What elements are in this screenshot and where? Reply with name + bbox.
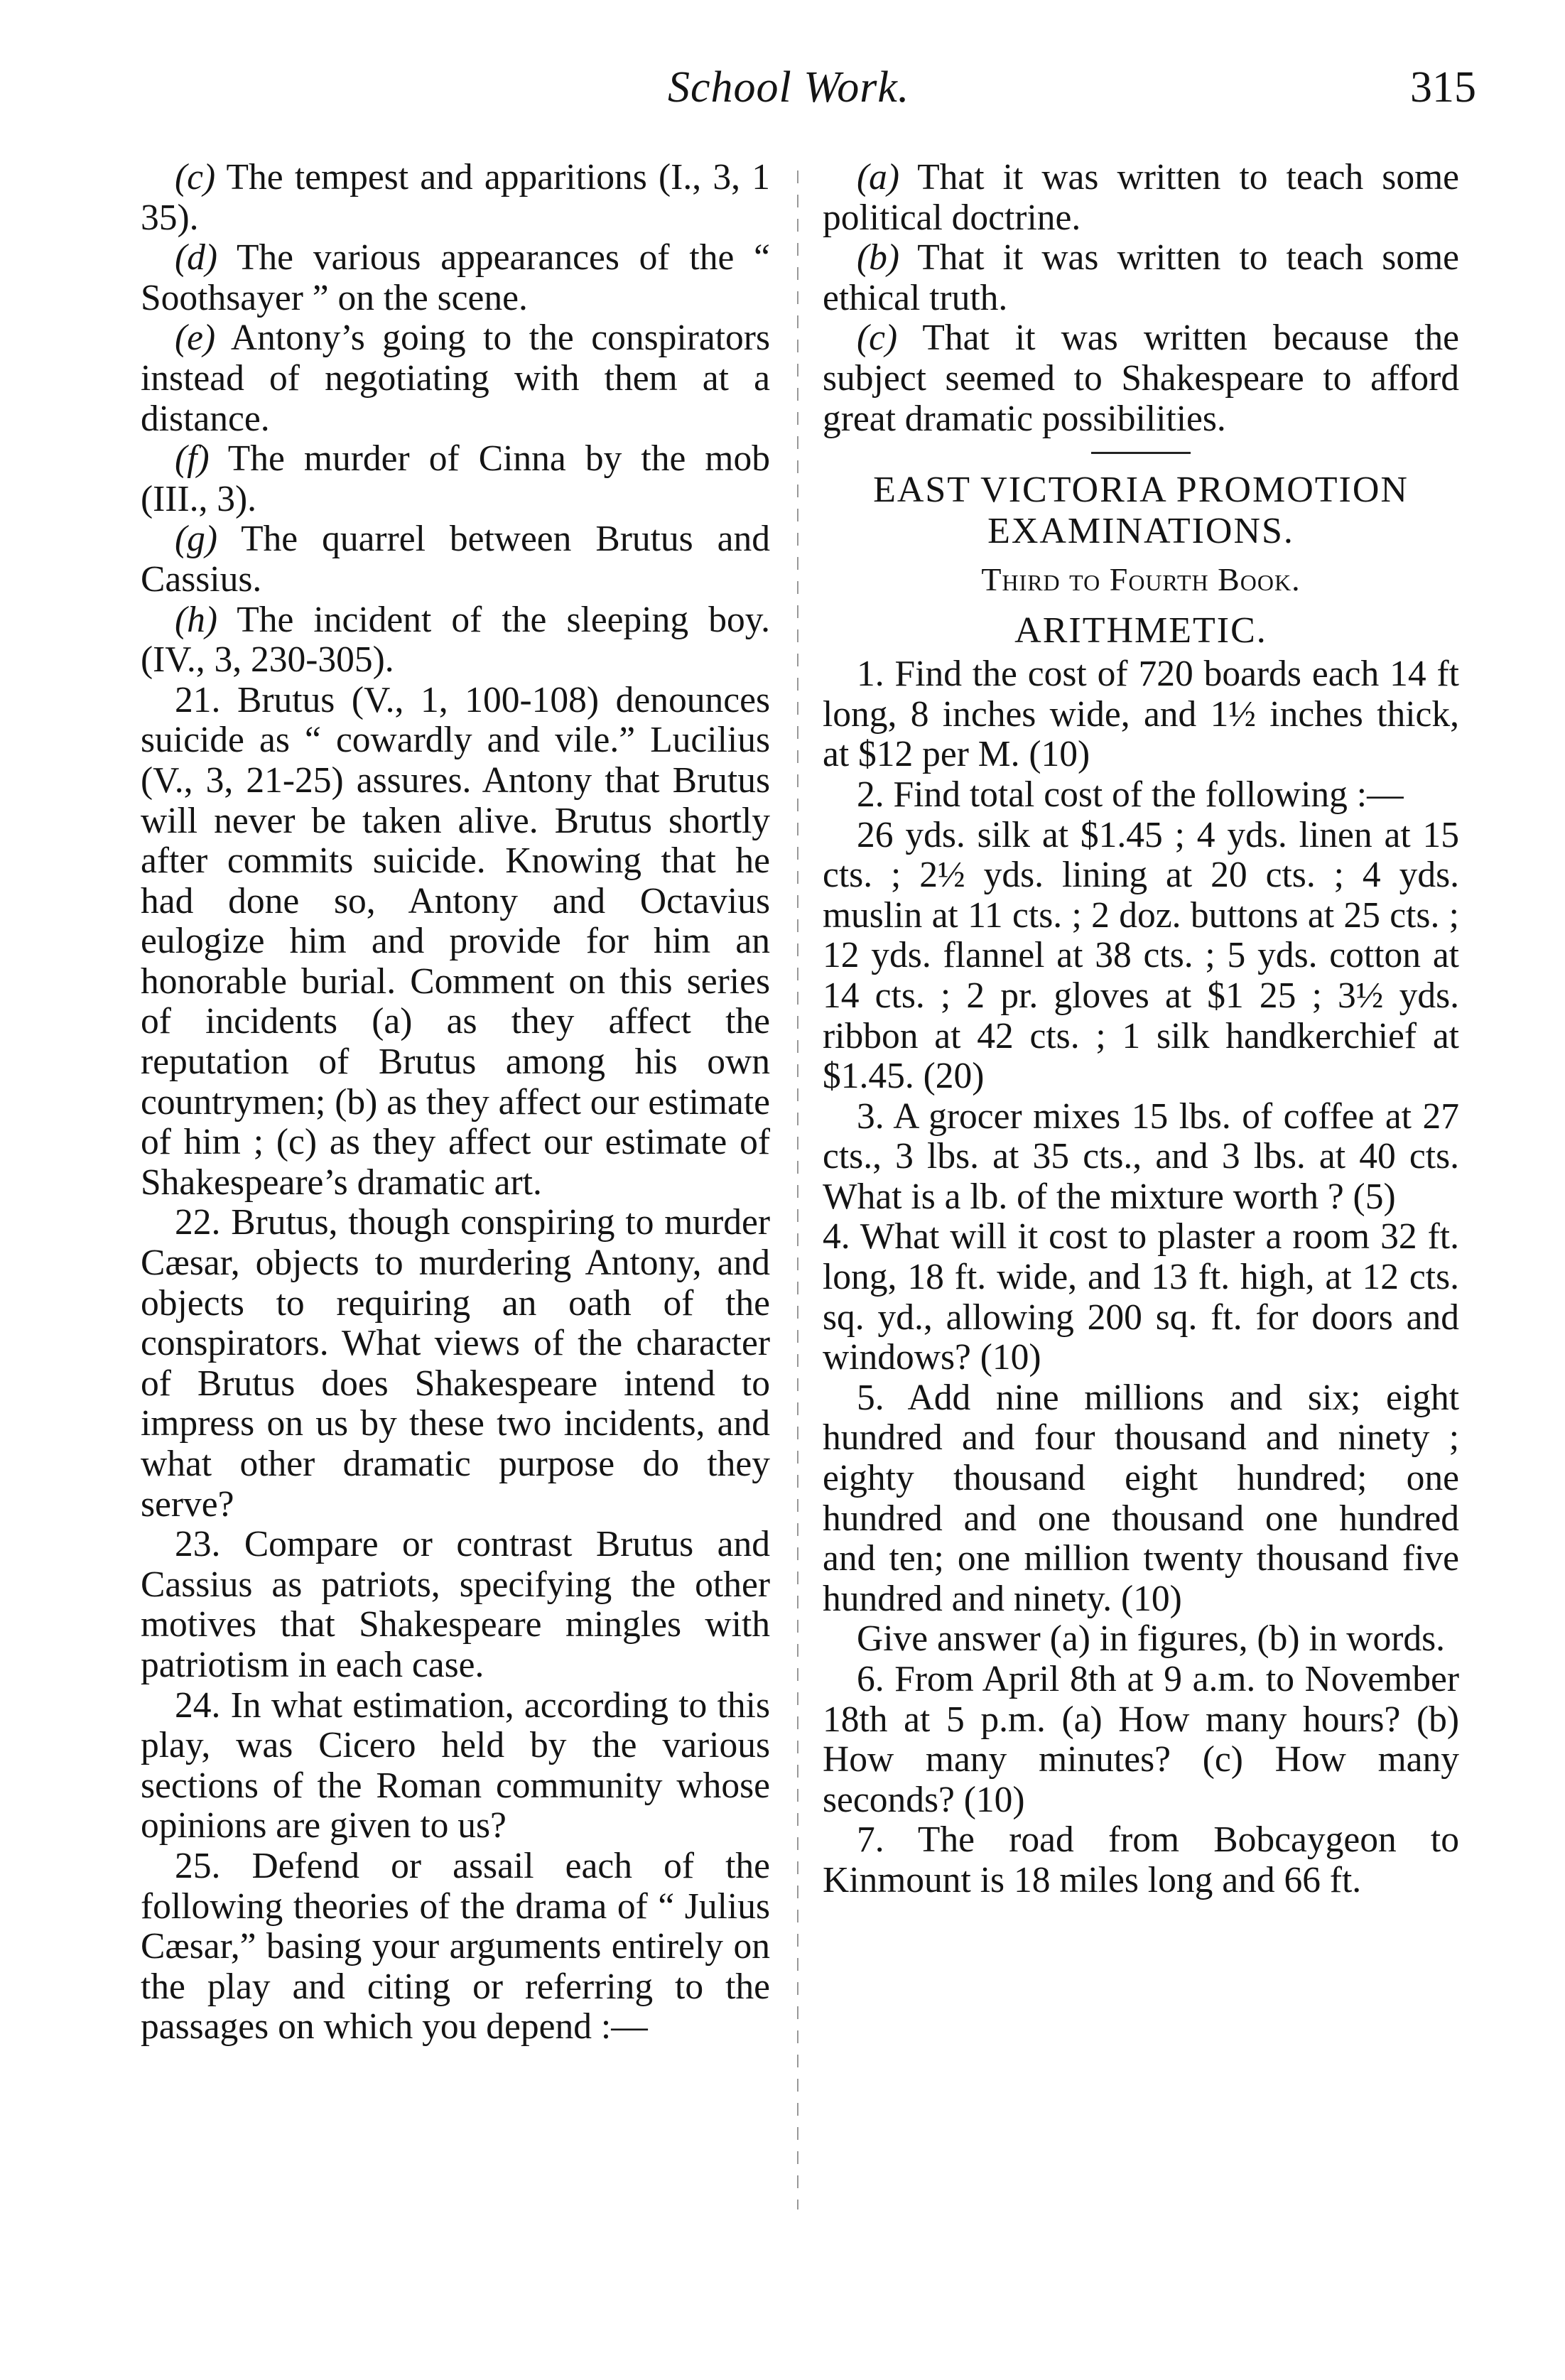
paragraph [141, 681, 770, 1203]
item-text: That it was written to teach some ethical truth. [823, 237, 1459, 318]
item-letter: (h) [175, 599, 218, 640]
item-text: The murder of Cinna by the mob (III., 3). [141, 438, 770, 519]
item-text: 26 yds. silk at $1.45 ; 4 yds. linen at 15 cts. ; 2½ yds. lining at 20 cts. ; 4 yds. muslin at 11 cts. ; 2 doz. buttons at 25 cts. ; 12 yds. flannel at 38 cts. ; 5 yds. cotton at 14 cts. ; 2 pr. gloves at $1 25 ; 3½ yds. ribbon at 42 cts. ; 1 silk handkerchief at $1.45. (20) [823, 814, 1459, 1097]
right-column [823, 158, 1459, 1901]
paragraph [141, 439, 770, 519]
item-text: 1. Find the cost of 720 boards each 14 ft long, 8 inches wide, and 1½ inches thick, at $12 per M. (10) [823, 654, 1459, 775]
item-letter: (g) [175, 519, 218, 560]
theories-list [823, 158, 1459, 439]
item-text: 22. Brutus, though conspiring to murder Cæsar, objects to murdering Antony, and objects to requiring an oath of the conspirators. What views of the character of Brutus does Shakespeare intend to impress on us by these two incidents, and what other dramatic purpose do they serve? [141, 1202, 770, 1525]
item-text: 2. Find total cost of the following :— [857, 774, 1404, 815]
paragraph [141, 1203, 770, 1525]
item-letter: (c) [857, 318, 898, 359]
theory-item [823, 238, 1459, 318]
item-letter: (a) [857, 157, 900, 198]
paragraph [141, 1525, 770, 1685]
theory-item [823, 158, 1459, 238]
subject-heading: ARITHMETIC. [1014, 610, 1267, 651]
paragraph [141, 158, 770, 238]
item-letter: (f) [175, 438, 210, 480]
paragraph [141, 600, 770, 681]
item-text: The tempest and apparitions (I., 3, 1 35). [141, 157, 770, 238]
paragraph [141, 1846, 770, 2048]
item-text: That it was written because the subject seemed to Shakespeare to afford great dramatic possibilities. [823, 318, 1459, 439]
item-text: Antony’s going to the conspirators instead of negotiating with them at a distance. [141, 318, 770, 439]
item-text: The quarrel between Brutus and Cassius. [141, 519, 770, 600]
item-text: 23. Compare or contrast Brutus and Cassius as patriots, specifying the other motives that Shakespeare mingles with patriotism in each case. [141, 1524, 770, 1685]
page-number: 315 [1410, 63, 1476, 112]
item-letter: (b) [857, 237, 900, 278]
item-text: 4. What will it cost to plaster a room 32 ft. long, 18 ft. wide, and 13 ft. high, at 12 cts. sq. yd., allowing 200 sq. ft. for doors and windows? (10) [823, 1216, 1459, 1378]
question-item [823, 775, 1459, 816]
question-item [823, 1097, 1459, 1218]
item-text: 5. Add nine millions and six; eight hundred and four thousand and ninety ; eighty thousand eight hundred; one hundred and one thousand one hundred and ten; one million twenty thousand five hundred and ninety. (10) [823, 1377, 1459, 1619]
section-subtitle: Third to Fourth Book. [981, 561, 1301, 598]
running-head: School Work. [668, 63, 910, 112]
item-text: 7. The road from Bobcaygeon to Kinmount is 18 miles long and 66 ft. [823, 1819, 1459, 1900]
section-divider [1091, 452, 1191, 454]
item-text: 21. Brutus (V., 1, 100-108) denounces suicide as “ cowardly and vile.” Lucilius (V., 3, 21-25) assures. Antony that Brutus will never be taken alive. Brutus shortly after commits suicide. Knowing that he had done so, Antony and Octavius eulogize him and provide for him an honorable burial. Comment on this series of incidents (a) as they affect the reputation of Brutus among his own countrymen; (b) as they affect our estimate of him ; (c) as they affect our estimate of Shakespeare’s dramatic art. [141, 679, 770, 1203]
section-title-line1: EAST VICTORIA PROMOTION [873, 470, 1409, 511]
left-column [141, 158, 770, 2048]
item-text: 3. A grocer mixes 15 lbs. of coffee at 27 cts., 3 lbs. at 35 cts., and 3 lbs. at 40 cts. What is a lb. of the mixture worth ? (5) [823, 1096, 1459, 1217]
item-letter: (c) [175, 157, 216, 198]
item-text: The various appearances of the “ Soothsayer ” on the scene. [141, 237, 770, 318]
theory-item [823, 318, 1459, 439]
question-item [823, 816, 1459, 1097]
question-item [823, 1378, 1459, 1620]
paragraph [141, 238, 770, 318]
item-text: Give answer (a) in figures, (b) in words. [857, 1618, 1446, 1660]
question-item [823, 1660, 1459, 1820]
item-text: The incident of the sleeping boy. (IV., 3, 230-305). [141, 599, 770, 681]
questions-list [823, 654, 1459, 1900]
question-item [823, 1217, 1459, 1378]
column-divider [797, 171, 798, 2209]
question-item [823, 1619, 1459, 1660]
paragraph [141, 1686, 770, 1846]
item-text: 24. In what estimation, according to this play, was Cicero held by the various sections of the Roman community whose opinions are given to us? [141, 1684, 770, 1846]
item-text: 25. Defend or assail each of the following theories of the drama of “ Julius Cæsar,” basing your arguments entirely on the play and citing or referring to the passages on which you depend :— [141, 1845, 770, 2048]
question-item [823, 654, 1459, 775]
item-text: 6. From April 8th at 9 a.m. to November 18th at 5 p.m. (a) How many hours? (b) How many minutes? (c) How many seconds? (10) [823, 1659, 1459, 1820]
section-title-line2: EXAMINATIONS. [987, 511, 1294, 552]
item-letter: (e) [175, 318, 216, 359]
question-item [823, 1820, 1459, 1900]
item-text: That it was written to teach some political doctrine. [823, 157, 1459, 238]
item-letter: (d) [175, 237, 218, 278]
paragraph [141, 318, 770, 439]
paragraph [141, 519, 770, 600]
